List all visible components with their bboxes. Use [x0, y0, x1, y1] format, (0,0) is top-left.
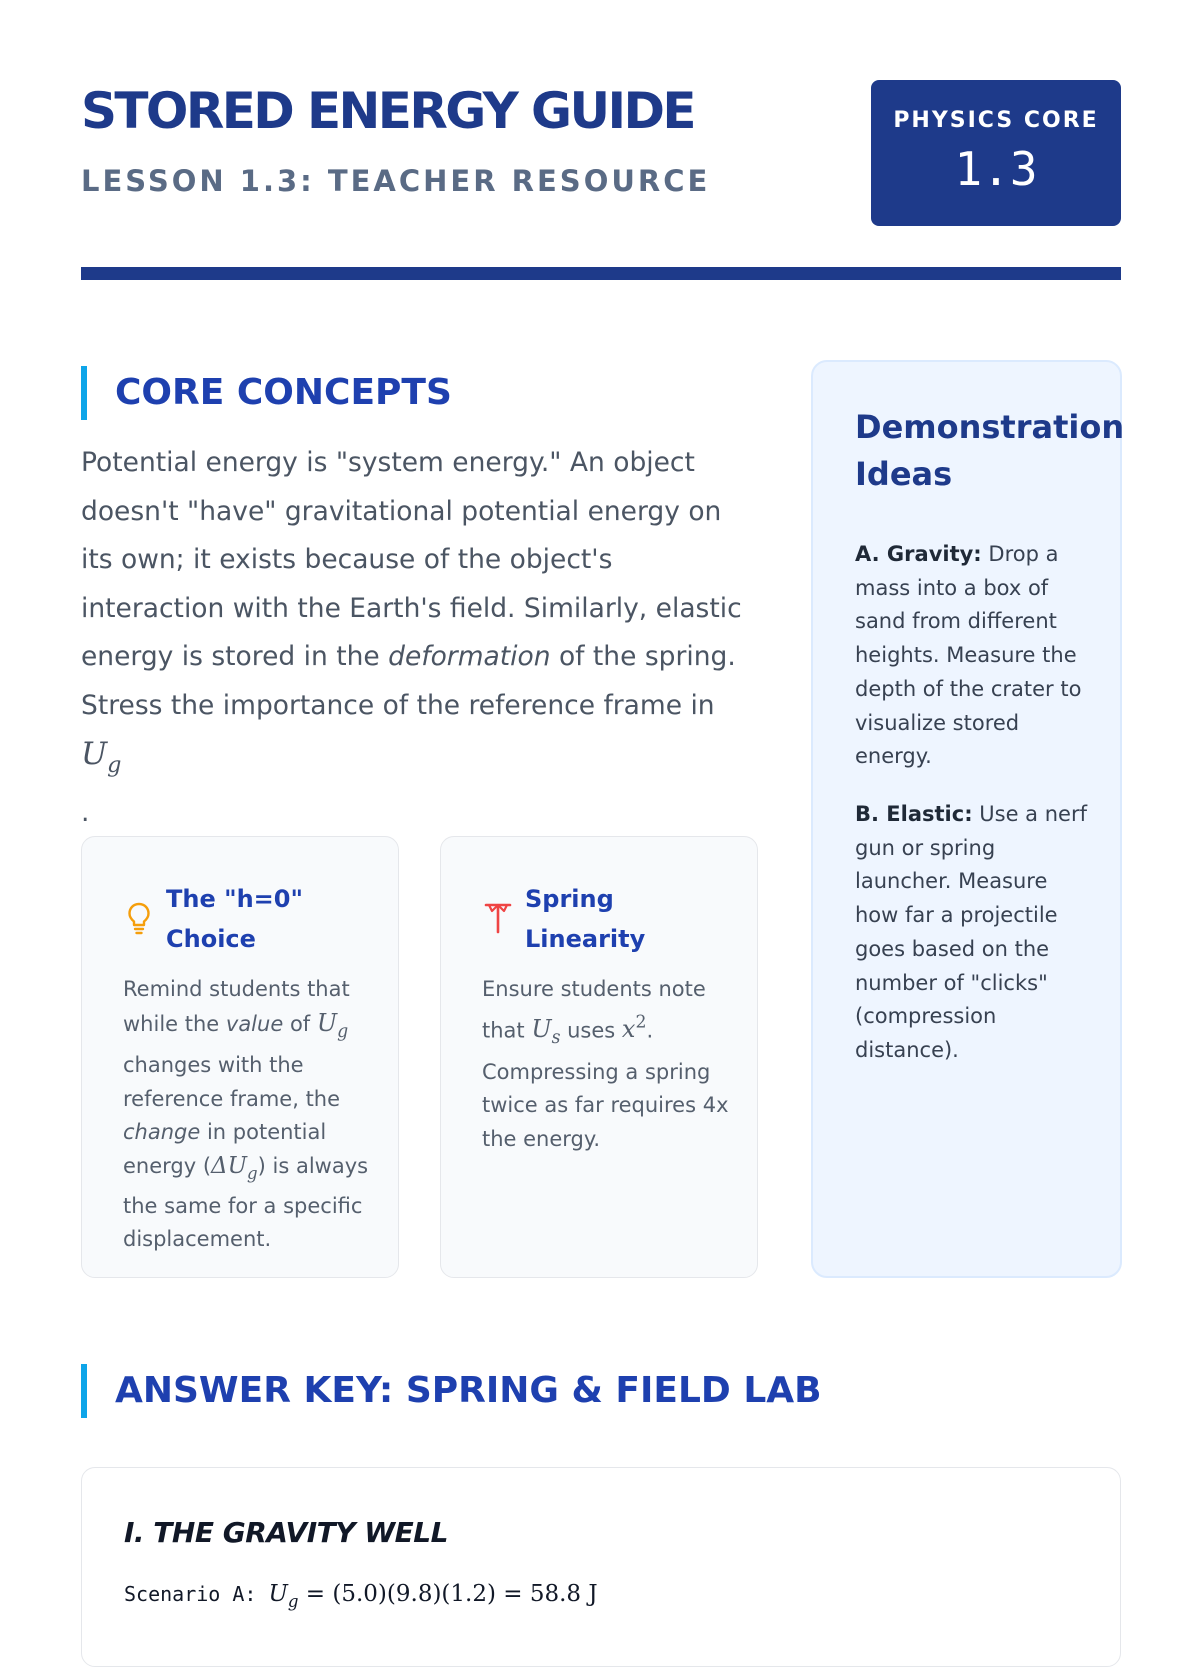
demo-item-text: Drop a mass into a box of sand from different heights. Measure the depth of the crater to visualize stored energy. — [855, 542, 1082, 769]
math-symbol: ΔU — [211, 1152, 248, 1179]
demo-item-label: B. Elastic: — [855, 802, 973, 826]
paragraph-emphasis: deformation — [388, 641, 551, 672]
card-text-part: in potential energy ( — [123, 1120, 327, 1178]
document-subtitle: LESSON 1.3: TEACHER RESOURCE — [81, 164, 711, 198]
math-subscript: g — [247, 1163, 258, 1183]
card-text-part: Remind students that while the — [123, 977, 350, 1036]
gravity-well-title: I. THE GRAVITY WELL — [124, 1516, 448, 1549]
card-title: The "h=0" Choice — [166, 885, 303, 953]
badge-number: 1.3 — [954, 142, 1038, 196]
math-symbol: U — [316, 1008, 338, 1037]
lightbulb-icon — [126, 901, 152, 935]
spring-icon — [483, 901, 513, 935]
scenario-a-line — [124, 1581, 598, 1611]
concept-card-reference-frame — [81, 836, 399, 1278]
math-symbol: x — [621, 1015, 636, 1043]
math-ug — [316, 1008, 349, 1042]
card-text-part: ) is always the same for a specific displacement. — [123, 1153, 369, 1252]
header-divider — [81, 267, 1121, 280]
scenario-expression: = (5.0)(9.8)(1.2) = 58.8 J — [298, 1581, 598, 1607]
paragraph-end: . — [81, 797, 90, 829]
math-x-squared — [621, 1012, 647, 1043]
concept-card-spring-linearity — [440, 836, 758, 1278]
card-text-emphasis: change — [123, 1120, 201, 1145]
core-concepts-paragraph — [81, 439, 761, 838]
card-title: Spring Linearity — [525, 885, 646, 953]
demo-item-gravity — [855, 538, 1090, 774]
demo-item-text: Use a nerf gun or spring launcher. Measure how far a projectile goes based on the number of "clicks" (compression distance). — [855, 802, 1087, 1062]
math-symbol: U — [268, 1581, 288, 1607]
demonstration-sidebar — [811, 360, 1125, 1278]
card-text-emphasis: value — [225, 1011, 284, 1036]
math-delta-ug — [211, 1152, 258, 1183]
answer-key-heading: ANSWER KEY: SPRING & FIELD LAB — [81, 1364, 822, 1418]
paragraph-text: Potential energy is "system energy." An object doesn't "have" gravitational potential energy on its own; it exists because of the object's interaction with the Earth's field. Similarly, elastic energy is stored in the — [81, 447, 742, 672]
math-subscript: g — [337, 1021, 349, 1042]
math-symbol: U — [81, 736, 108, 772]
math-symbol: U — [531, 1015, 552, 1043]
demo-item-label: A. Gravity: — [855, 542, 982, 566]
answer-key-card — [81, 1467, 1121, 1667]
paragraph-text: of the spring. Stress the importance of the reference frame in — [81, 641, 736, 721]
math-subscript: s — [551, 1028, 561, 1049]
math-us — [531, 1015, 561, 1049]
document-title: STORED ENERGY GUIDE — [81, 82, 694, 140]
math-ug — [81, 736, 122, 778]
math-subscript: g — [287, 1591, 299, 1611]
demo-item-elastic — [855, 798, 1090, 1068]
card-text-part: uses — [560, 1018, 622, 1042]
math-superscript: 2 — [635, 1012, 647, 1033]
math-ug — [268, 1581, 299, 1611]
badge-label: PHYSICS CORE — [893, 108, 1099, 133]
card-text-part: of — [283, 1011, 317, 1036]
card-text-part: changes with the reference frame, the — [123, 1053, 341, 1111]
card-text — [482, 973, 732, 1156]
core-concepts-heading: CORE CONCEPTS — [81, 366, 452, 420]
document-header — [81, 80, 1121, 230]
card-text — [123, 973, 373, 1257]
scenario-label: Scenario A: — [124, 1582, 269, 1606]
lesson-badge — [871, 80, 1121, 226]
math-subscript: g — [107, 751, 122, 778]
card-text-part: . Compressing a spring twice as far requires 4x the energy. — [482, 1018, 729, 1151]
sidebar-title: Demonstration Ideas — [855, 408, 1125, 493]
card-text-part: Ensure students note that — [482, 977, 706, 1042]
